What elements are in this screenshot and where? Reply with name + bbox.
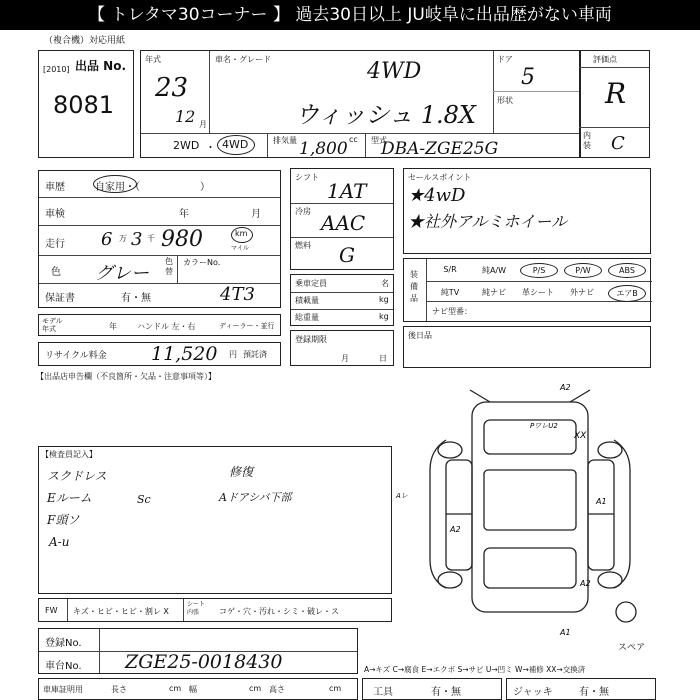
after-date-label: 後日品 (408, 331, 432, 340)
chassis-label: 車台No. (45, 661, 82, 672)
cert-col: cm (249, 684, 262, 693)
seller-note-label: 【出品店申告欄（不良箇所・欠品・注意事項等）】 (36, 372, 216, 381)
model-year-month: 12 (175, 107, 196, 126)
inspector-note-7: Aドアシバ下部 (219, 491, 292, 504)
diagram-mark-6: A1 (596, 497, 607, 506)
model-pos-year: 年 (109, 322, 117, 331)
equipment-item: 革シート (522, 288, 554, 297)
equipment-item: 純ナビ (482, 288, 506, 297)
reg-deadline-label: 登録期限 (295, 335, 327, 344)
reg-deadline-day: 日 (379, 354, 387, 363)
cert-col: 長さ (111, 685, 127, 694)
mileage-km: km (235, 229, 248, 238)
inspector-note-1: スクドレス (47, 469, 107, 483)
mileage-label: 走行 (45, 239, 65, 250)
equipment-item: ABS (608, 263, 646, 278)
shift-value: 1AT (327, 179, 367, 203)
recycle-label: リサイクル料金 (45, 351, 107, 361)
capacity-box (290, 274, 394, 326)
aircon-label: 冷房 (295, 207, 311, 216)
subtitle: （複合機）対応用紙 (44, 36, 126, 46)
jack-label: ジャッキ (513, 687, 553, 698)
jack-box (506, 678, 656, 700)
rating-score: R (605, 77, 627, 110)
history-label: 車歴 (45, 182, 65, 193)
inspector-note-2: Eルーム (47, 491, 92, 505)
cert-box (38, 678, 358, 700)
model-year-value: 23 (155, 73, 189, 103)
capacity-riders: 乗車定員 (295, 279, 327, 288)
displacement-unit: cc (349, 135, 358, 144)
equipment-item: P/W (564, 263, 602, 278)
equipment-item: 純TV (440, 288, 460, 297)
equipment-item: 純A/W (481, 266, 507, 275)
tools-box (362, 678, 502, 700)
equipment-label: 装備品 (410, 270, 418, 303)
inspector-note-6: 修復 (229, 465, 254, 479)
capacity-riders-unit: 名 (381, 279, 389, 288)
mileage-rest: 980 (161, 227, 203, 252)
legend: A→キズ C→腐食 E→エクボ S→サビ U→凹ミ W→補修 XX→交換済 (364, 665, 586, 674)
diagram-mark-1: A2 (560, 383, 571, 392)
color-swap-label: 色替 (165, 257, 173, 276)
shift-label: シフト (295, 173, 319, 182)
cert-col: cm (329, 684, 342, 693)
fw-label: FW (45, 606, 58, 615)
seat-items: コゲ・穴・汚れ・シミ・破レ・ス (219, 607, 339, 616)
inspector-note-5: A-u (49, 535, 70, 549)
diagram-mark-4: Aレ (396, 492, 408, 500)
recycle-unit: 円 (229, 350, 237, 359)
lot-year-tag: [2010] (43, 65, 70, 74)
drive-4wd-circle (217, 135, 255, 155)
doors-value: 5 (521, 65, 535, 90)
nav-model-label: ナビ型番： (432, 307, 472, 316)
sales-points-box (403, 168, 651, 254)
cert-col: 高さ (269, 685, 285, 694)
model-pos-handle: ハンドル 左・右 (137, 322, 196, 331)
top-grid: 年式 23 12 月 車名・グレード 4WD ウィッシュ 1.8X ドア 5 形状 2WD ・ 4WD 排気量 cc 1,800 型式 DBA-ZGE25G 評価点 R 内装 C (140, 50, 650, 158)
cert-label: 車庫証明用 (43, 685, 83, 694)
reg-no-label: 登録No. (45, 638, 82, 649)
equipment-box (403, 258, 651, 322)
fuel-label: 燃料 (295, 241, 311, 250)
capacity-weight: 総重量 (295, 313, 319, 322)
recycle-note: 預託済 (243, 350, 267, 359)
interior-label: 内装 (583, 131, 591, 150)
lot-label: 出品 No. (75, 59, 127, 73)
cert-col: 幅 (189, 685, 197, 694)
chassis-value: ZGE25-0018430 (125, 651, 283, 673)
tools-label: 工具 (373, 687, 393, 698)
seat-label: シート内張 (187, 601, 206, 616)
capacity-weight-unit: kg (379, 312, 389, 321)
reg-deadline-month: 月 (341, 354, 349, 363)
drive-2wd-label: 2WD (173, 139, 200, 152)
inspection-year: 年 (179, 209, 189, 220)
capacity-load: 積載量 (295, 296, 319, 305)
color-label: 色 (51, 267, 61, 278)
shift-box (290, 168, 394, 270)
inspector-label: 【検査員記入】 (41, 450, 97, 459)
color-code: 4T3 (220, 284, 255, 305)
recycle-row (38, 342, 281, 366)
lot-box (38, 50, 134, 158)
equipment-item: 外ナビ (570, 288, 594, 297)
mileage-man-unit: 万 (119, 234, 127, 243)
sales-point-1: ★4wD (408, 185, 466, 206)
diagram-mark-5: A2 (450, 525, 461, 534)
model-pos-label: モデル年式 (42, 317, 63, 333)
fw-items: キズ・ヒビ・ヒビ・割レ X (73, 607, 169, 616)
diagram-mark-2: PワレU2 (530, 422, 558, 430)
car-name-label: 車名・グレード (215, 55, 271, 64)
model-pos-dealer: ディーラー・並行 (219, 322, 275, 330)
inspector-note-4: F頭ソ (47, 513, 80, 527)
spare-label: スペア (618, 643, 646, 653)
color-code-label: カラーNo. (183, 258, 221, 267)
sales-point-2: ★社外アルミホイール (408, 212, 568, 231)
interior-value: C (611, 133, 625, 154)
displacement-label: 排気量 (273, 136, 297, 145)
rating-label: 評価点 (593, 55, 617, 64)
inspection-month: 月 (251, 209, 261, 220)
car-diagram (396, 380, 660, 637)
model-year-month-unit: 月 (199, 120, 207, 129)
aircon-value: AAC (321, 211, 366, 235)
displacement-value: 1,800 (299, 139, 348, 159)
sales-points-label: セールスポイント (408, 173, 472, 182)
tools-options: 有・無 (431, 687, 461, 698)
doors-label: ドア (497, 55, 513, 64)
car-name-value: ウィッシュ 1.8X (295, 101, 476, 129)
model-type-value: DBA-ZGE25G (381, 139, 499, 159)
banner-text: 【 トレタマ30コーナー 】 過去30日以上 JU岐阜に出品歴がない車両 (88, 5, 612, 25)
fw-row (38, 598, 392, 622)
mileage-man: 6 (101, 229, 113, 250)
warranty-label: 保証書 (45, 293, 75, 304)
after-date-box (403, 326, 651, 368)
diagram-mark-7: A2 (580, 579, 591, 588)
jack-options: 有・無 (579, 687, 609, 698)
banner (0, 0, 700, 30)
mileage-sen: 3 (131, 229, 143, 250)
shape-label: 形状 (497, 96, 513, 105)
inspector-box (38, 446, 392, 594)
drive-4wd-label: 4WD (222, 138, 249, 151)
diagram-mark-8: A1 (560, 628, 571, 637)
diagram-mark-3: XX (574, 431, 587, 441)
inspector-note-3: Sc (137, 493, 151, 506)
capacity-load-unit: kg (379, 295, 389, 304)
registration-box (38, 628, 358, 674)
mileage-sen-unit: 千 (147, 234, 155, 243)
warranty-options: 有・無 (121, 293, 151, 304)
model-year-label: 年式 (145, 55, 161, 64)
reg-deadline-box (290, 330, 394, 366)
model-type-label: 型式 (371, 136, 387, 145)
lot-number: 8081 (53, 91, 115, 119)
fuel-value: G (339, 243, 355, 267)
history-options: 自家用・（ ） (95, 182, 210, 193)
mileage-mile: マイル (231, 245, 249, 252)
inspection-label: 車検 (45, 209, 65, 220)
color-value: グレー (95, 263, 149, 284)
equipment-item: エアB (608, 285, 646, 302)
equipment-item: P/S (520, 263, 558, 278)
car-name-extra: 4WD (367, 59, 422, 84)
equipment-item: S/R (443, 265, 457, 274)
cert-col: cm (169, 684, 182, 693)
recycle-value: 11,520 (151, 343, 218, 365)
model-pos-row (38, 314, 281, 336)
